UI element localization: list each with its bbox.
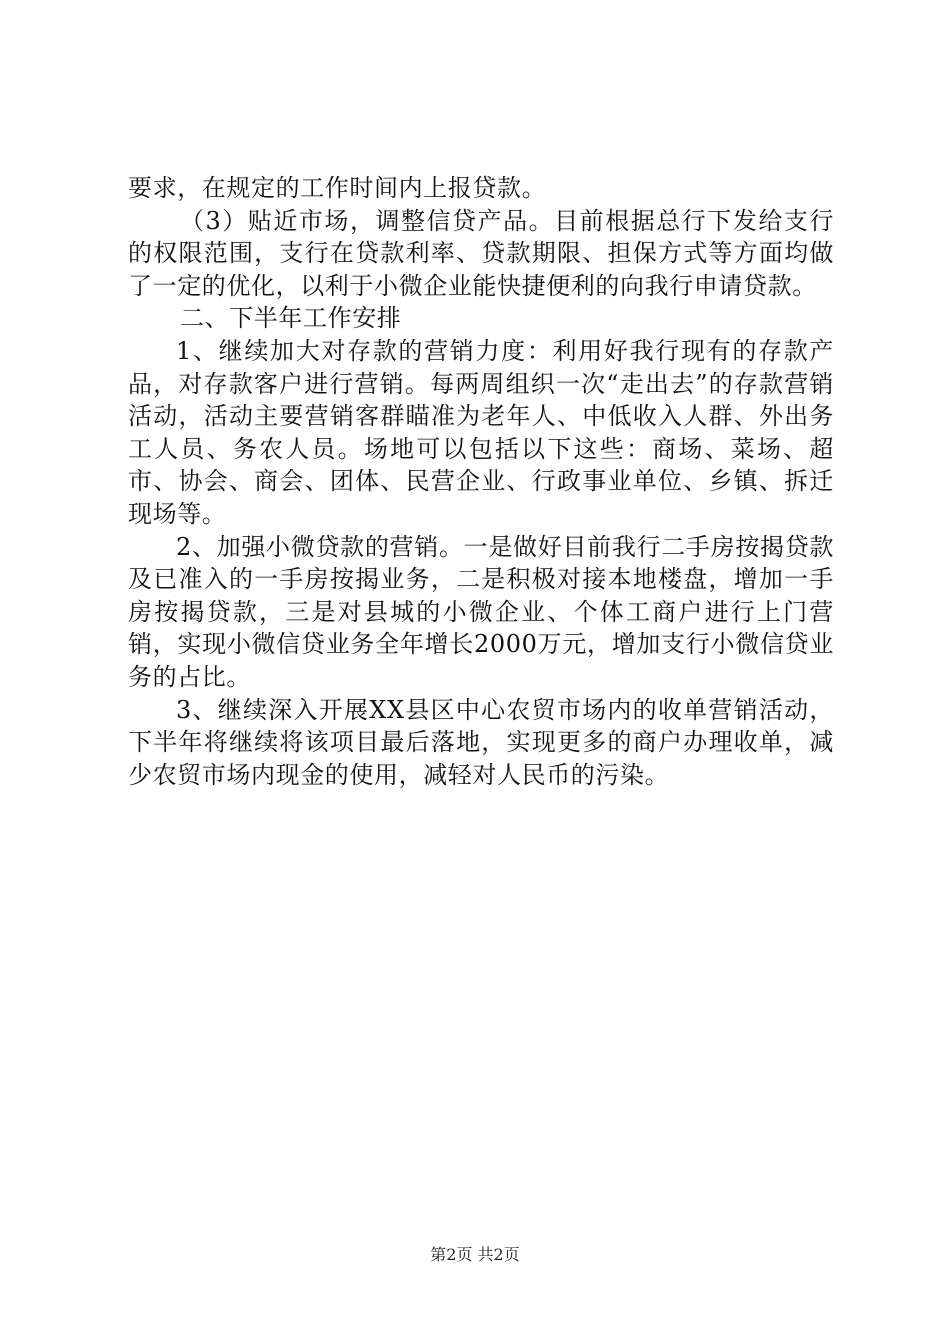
paragraph-deposit-marketing: 1、继续加大对存款的营销力度：利用好我行现有的存款产品，对存款客户进行营销。每两周组织一次“走出去”的存款营销活动，活动主要营销客群瞄准为老年人、中低收入人群、外出务工人员、务农人员。场地可以包括以下这些：商场、菜场、超市、协会、商会、团体、民营企业、行政事业单位、乡镇、拆迁现场等。 xyxy=(128,336,834,528)
paragraph-continuation: 要求，在规定的工作时间内上报贷款。 xyxy=(128,174,547,202)
page-number-footer: 第2页 共2页 xyxy=(430,1245,520,1264)
paragraph-micro-loans: 2、加强小微贷款的营销。一是做好目前我行二手房按揭贷款及已准入的一手房按揭业务，二是积极对接本地楼盘，增加一手房按揭贷款，三是对县城的小微企业、个体工商户进行上门营销，实现小微信贷业务全年增长2000万元，增加支行小微信贷业务的占比。 xyxy=(128,532,834,691)
document-body xyxy=(128,172,834,791)
paragraph-market-acquiring: 3、继续深入开展XX县区中心农贸市场内的收单营销活动，下半年将继续将该项目最后落地，实现更多的商户办理收单，减少农贸市场内现金的使用，减轻对人民币的污染。 xyxy=(128,695,834,789)
section-heading-second-half-plan: 二、下半年工作安排 xyxy=(180,304,402,333)
paragraph-credit-products: （3）贴近市场，调整信贷产品。目前根据总行下发给支行的权限范围，支行在贷款利率、贷款期限、担保方式等方面均做了一定的优化，以利于小微企业能快捷便利的向我行申请贷款。 xyxy=(128,206,834,300)
